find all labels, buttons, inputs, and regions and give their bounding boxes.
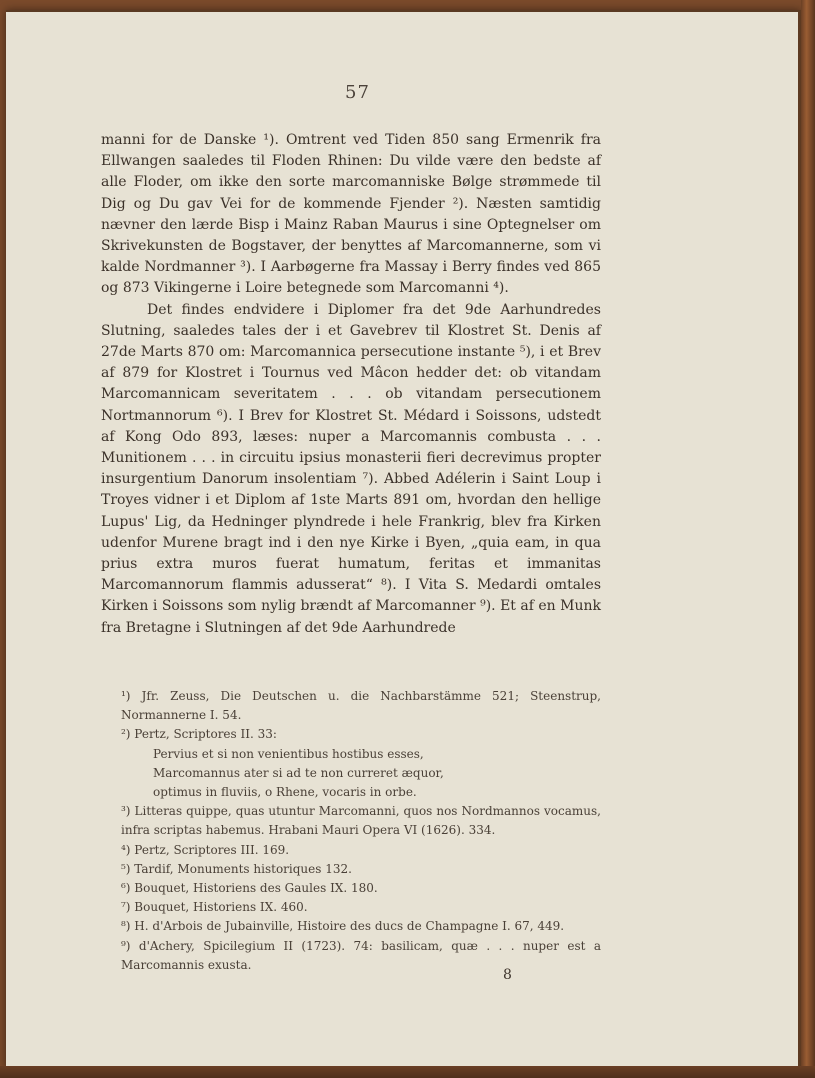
verse-line-3: optimus in fluviis, o Rhene, vocaris in orbe. (153, 785, 417, 800)
footnote-7: ⁷) Bouquet, Historiens IX. 460. (121, 900, 308, 915)
verse-line-2: Marcomannus ater si ad te non curreret æquor, (153, 765, 444, 780)
footnote-1: ¹) Jfr. Zeuss, Die Deutschen u. die Nachbarstämme 521; Steenstrup, Normannerne I. 54. (121, 689, 601, 723)
book-edge-bottom (0, 1066, 815, 1078)
verse-line-1: Pervius et si non venientibus hostibus esses, (153, 746, 424, 761)
footnote-6: ⁶) Bouquet, Historiens des Gaules IX. 180. (121, 881, 378, 896)
footnotes (101, 687, 601, 975)
footnote-5: ⁵) Tardif, Monuments historiques 132. (121, 861, 352, 876)
footnote-9: ⁹) d'Achery, Spicilegium II (1723). 74: basilicam, quæ . . . nuper est a Marcomannis exusta. (121, 938, 601, 972)
main-text (101, 130, 601, 639)
footnote-8: ⁸) H. d'Arbois de Jubainville, Histoire des ducs de Champagne I. 67, 449. (121, 919, 565, 934)
paragraph-2: Det findes endvidere i Diplomer fra det 9de Aarhundredes Slutning, saaledes tales der i et Gavebrev til Klostret St. Denis af 27de Marts 870 om: Marcomannica persecutione instante ⁵), i et Brev af 879 for Klostret i Tournus ved Mâcon hedder det: ob vitandam Marcomannicam severitatem . . . ob vitandam persecutionem Nortmannorum ⁶). I Brev for Klostret St. Médard i Soissons, udstedt af Kong Odo 893, læses: nuper a Marcomannis combusta . . . Munitionem . . . in circuitu ipsius monasterii fieri decrevimus propter insurgentium Danorum insolentiam ⁷). Abbed Adélerin i Saint Loup i Troyes vidner i et Diplom af 1ste Marts 891 om, hvordan den hellige Lupus' Lig, da Hedninger plyndrede i hele Frankrig, blev fra Kirken udenfor Murene bragt ind i den nye Kirke i Byen, „quia eam, in qua prius extra muros fuerat humatum, feritas et immanitas Marcomannorum flammis adusserat“ ⁸). I Vita S. Medardi omtales Kirken i Soissons som nylig brændt af Marcomanner ⁹). Et af en Munk fra Bretagne i Slutningen af det 9de Aarhundrede (101, 301, 601, 636)
footnote-4: ⁴) Pertz, Scriptores III. 169. (121, 842, 290, 857)
paragraph-1: manni for de Danske ¹). Omtrent ved Tiden 850 sang Ermenrik fra Ellwangen saaledes til Floden Rhinen: Du vilde være den bedste af alle Floder, om ikke den sorte marcomanniske Bølge strømmede til Dig og Du gav Vei for de kommende Fjender ²). Næsten samtidig nævner den lærde Bisp i Mainz Raban Maurus i sine Optegnelser om Skrivekunsten de Bogstaver, der benyttes af Marcomannerne, som vi kalde Nordmanner ³). I Aarbøgerne fra Massay i Berry findes ved 865 og 873 Vikingerne i Loire betegnede som Marcomanni ⁴). (101, 132, 601, 297)
footnote-3: ³) Litteras quippe, quas utuntur Marcomanni, quos nos Nordmannos vocamus, infra scriptas habemus. Hrabani Mauri Opera VI (1626). 334. (121, 804, 601, 838)
book-page (6, 10, 801, 1068)
page-number: 57 (345, 82, 370, 103)
footnote-2: ²) Pertz, Scriptores II. 33: (121, 727, 277, 742)
book-edge-right (801, 0, 815, 1078)
printer-signature: 8 (503, 967, 512, 983)
